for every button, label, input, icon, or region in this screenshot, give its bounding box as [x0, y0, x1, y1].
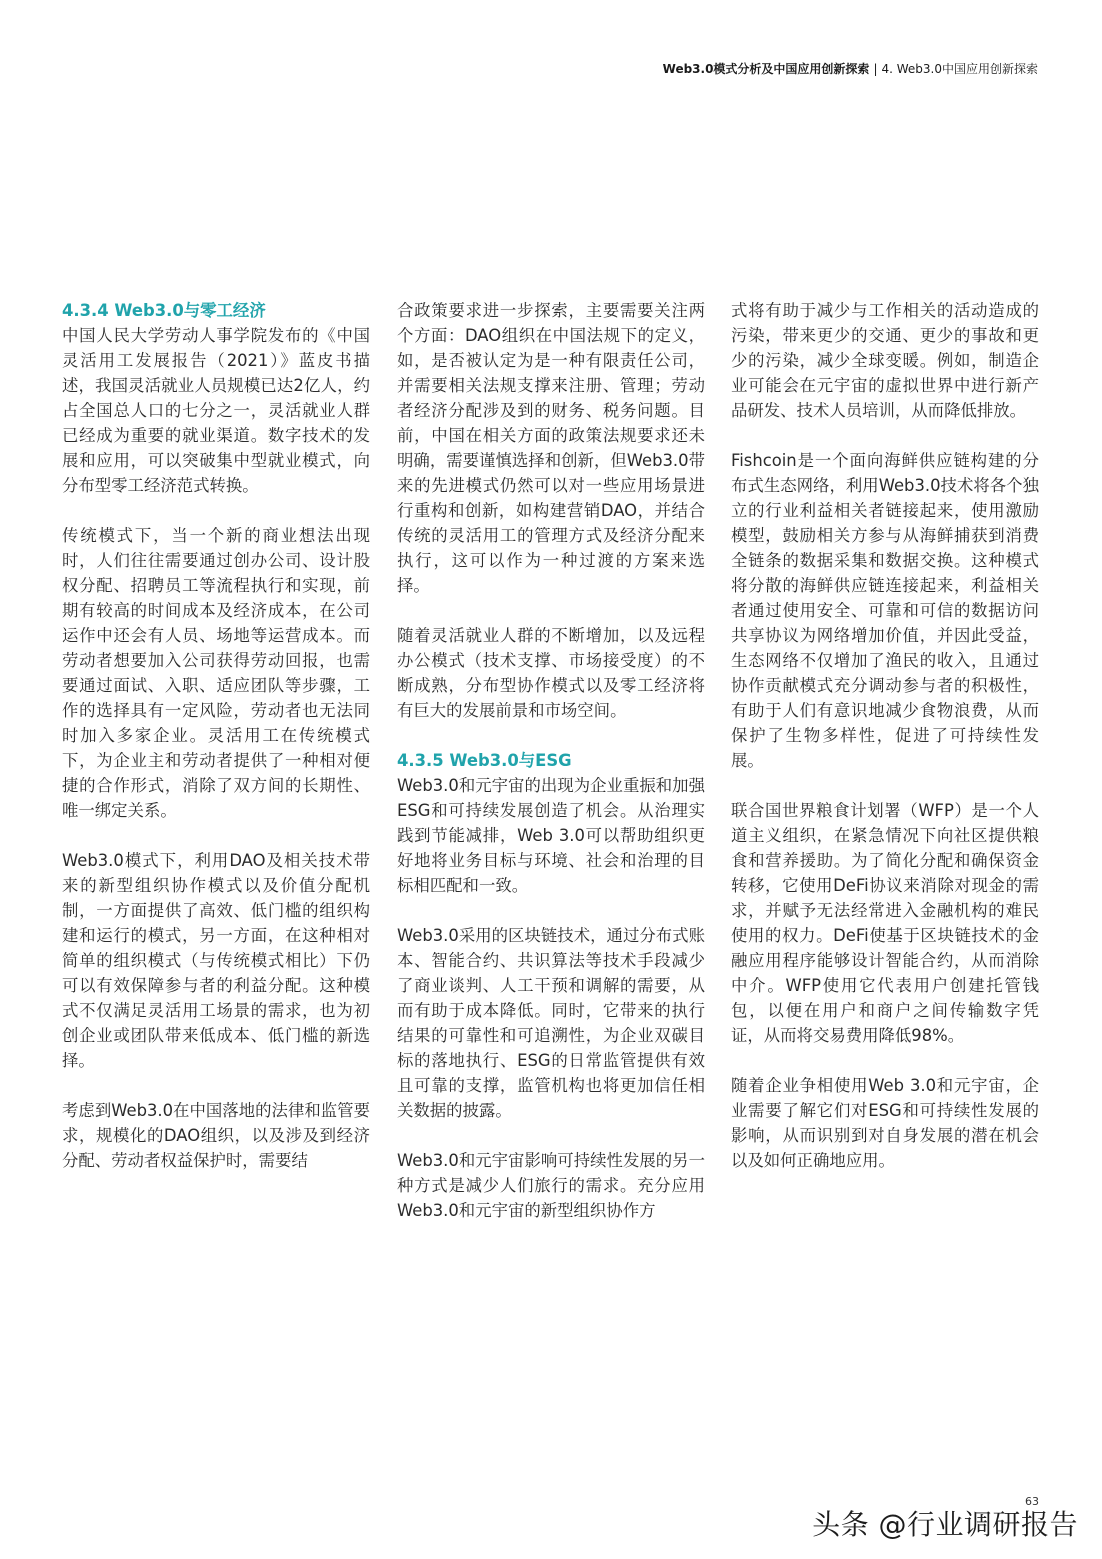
paragraph: Web3.0和元宇宙的出现为企业重振和加强ESG和可持续发展创造了机会。从治理实践到节能减排，Web 3.0可以帮助组织更好地将业务目标与环境、社会和治理的目标相匹配和一致。 — [397, 776, 705, 895]
paragraph: Fishcoin是一个面向海鲜供应链构建的分布式生态网络，利用Web3.0技术将各个独立的行业利益相关者链接起来，使用激励模型，鼓励相关方参与从海鲜捕获到消费全链条的数据采集和数据交换。这种模式将分散的海鲜供应链连接起来，利益相关者通过使用安全、可靠和可信的数据访问共享协议为网络增加价值，并因此受益，生态网络不仅增加了渔民的收入，且通过协作贡献模式充分调动参与者的积极性，有助于人们有意识地减少食物浪费，从而保护了生物多样性，促进了可持续性发展。 — [731, 451, 1039, 770]
paragraph: Web3.0和元宇宙影响可持续性发展的另一种方式是减少人们旅行的需求。充分应用Web3.0和元宇宙的新型组织协作方 — [397, 1151, 705, 1220]
section-heading-esg: 4.3.5 Web3.0与ESG — [397, 751, 572, 770]
header-section: 4. Web3.0中国应用创新探索 — [881, 62, 1038, 76]
header-title: Web3.0模式分析及中国应用创新探索 — [662, 62, 870, 76]
page-number: 63 — [1025, 1495, 1039, 1508]
running-header — [663, 60, 1038, 77]
paragraph: Web3.0采用的区块链技术，通过分布式账本、智能合约、共识算法等技术手段减少了商业谈判、人工干预和调解的需要，从而有助于成本降低。同时，它带来的执行结果的可靠性和可追溯性，为企业双碳目标的落地执行、ESG的日常监管提供有效且可靠的支撑，监管机构也将更加信任相关数据的披露。 — [397, 926, 705, 1120]
paragraph: 中国人民大学劳动人事学院发布的《中国灵活用工发展报告（2021）》蓝皮书描述，我国灵活就业人员规模已达2亿人，约占全国总人口的七分之一，灵活就业人群已经成为重要的就业渠道。数字技术的发展和应用，可以突破集中型就业模式，向分布型零工经济范式转换。 — [62, 326, 370, 495]
paragraph: 联合国世界粮食计划署（WFP）是一个人道主义组织，在紧急情况下向社区提供粮食和营养援助。为了简化分配和确保资金转移，它使用DeFi协议来消除对现金的需求，并赋予无法经常进入金融机构的难民使用的权力。DeFi使基于区块链技术的金融应用程序能够设计智能合约，从而消除中介。WFP使用它代表用户创建托管钱包，以便在用户和商户之间传输数字凭证，从而将交易费用降低98%。 — [731, 801, 1039, 1045]
paragraph: 合政策要求进一步探索，主要需要关注两个方面：DAO组织在中国法规下的定义，如，是否被认定为是一种有限责任公司，并需要相关法规支撑来注册、管理；劳动者经济分配涉及到的财务、税务问题。目前，中国在相关方面的政策法规要求还未明确，需要谨慎选择和创新，但Web3.0带来的先进模式仍然可以对一些应用场景进行重构和创新，如构建营销DAO，并结合传统的灵活用工的管理方式及经济分配来执行，这可以作为一种过渡的方案来选择。 — [397, 301, 705, 595]
header-separator: | — [873, 62, 878, 76]
paragraph: 随着灵活就业人群的不断增加，以及远程办公模式（技术支撑、市场接受度）的不断成熟，分布型协作模式以及零工经济将有巨大的发展前景和市场空间。 — [397, 626, 705, 720]
column-middle — [397, 298, 705, 1248]
section-heading-gig-economy: 4.3.4 Web3.0与零工经济 — [62, 301, 266, 320]
paragraph: 随着企业争相使用Web 3.0和元宇宙，企业需要了解它们对ESG和可持续性发展的影响，从而识别到对自身发展的潜在机会以及如何正确地应用。 — [731, 1076, 1039, 1170]
column-right — [731, 298, 1039, 1198]
paragraph: 考虑到Web3.0在中国落地的法律和监管要求，规模化的DAO组织，以及涉及到经济分配、劳动者权益保护时，需要结 — [62, 1101, 370, 1170]
paragraph: 式将有助于减少与工作相关的活动造成的污染，带来更少的交通、更少的事故和更少的污染，减少全球变暖。例如，制造企业可能会在元宇宙的虚拟世界中进行新产品研发、技术人员培训，从而降低排放。 — [731, 301, 1039, 420]
paragraph: 传统模式下，当一个新的商业想法出现时，人们往往需要通过创办公司、设计股权分配、招聘员工等流程执行和实现，前期有较高的时间成本及经济成本，在公司运作中还会有人员、场地等运营成本。而劳动者想要加入公司获得劳动回报，也需要通过面试、入职、适应团队等步骤，工作的选择具有一定风险，劳动者也无法同时加入多家企业。灵活用工在传统模式下，为企业主和劳动者提供了一种相对便捷的合作形式，消除了双方间的长期性、唯一绑定关系。 — [62, 526, 370, 820]
column-left — [62, 298, 370, 1198]
paragraph: Web3.0模式下，利用DAO及相关技术带来的新型组织协作模式以及价值分配机制，一方面提供了高效、低门槛的组织构建和运行的模式，另一方面，在这种相对简单的组织模式（与传统模式相比）下仍可以有效保障参与者的利益分配。这种模式不仅满足灵活用工场景的需求，也为初创企业或团队带来低成本、低门槛的新选择。 — [62, 851, 370, 1070]
watermark: 头条 @行业调研报告 — [812, 1508, 1078, 1541]
